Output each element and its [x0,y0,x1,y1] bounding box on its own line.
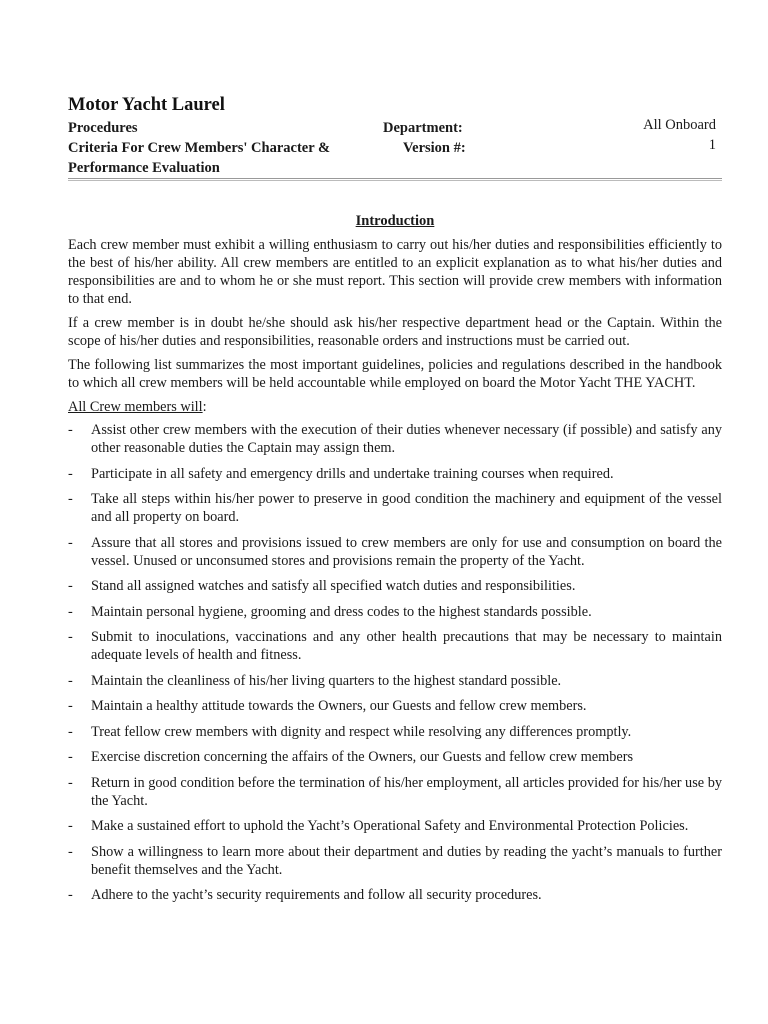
department-value: All Onboard [643,117,716,133]
paragraph: Each crew member must exhibit a willing enthusiasm to carry out his/her duties and responsibilities efficiently to the best of his/her ability. All crew members are entitled to an explicit explanation as to what his/her duties and responsibilities are and to whom he or she must report. This section will provide crew members with information to that end. [68,237,722,307]
bullet-dash: - [68,534,73,551]
department-label: Department: [383,120,463,136]
bullet-dash: - [68,422,73,438]
list-item [68,603,722,621]
criteria-title-cont: Performance Evaluation [68,160,220,176]
list-item [68,774,722,810]
list-item [68,723,722,741]
header-divider [68,178,722,181]
bullet-dash: - [68,491,73,507]
list-item-text: Treat fellow crew members with dignity and respect while resolving any differences promptly. [91,723,632,740]
bullet-dash: - [68,578,73,594]
document-page [68,94,722,912]
bullet-dash: - [68,698,73,714]
list-item [68,843,722,879]
list-item [68,421,722,457]
list-item-text: Adhere to the yacht’s security requirements and follow all security procedures. [91,887,542,903]
list-item-text: Maintain a healthy attitude towards the Owners, our Guests and fellow crew members. [91,698,587,714]
bullet-dash: - [68,887,73,903]
list-item-text: Submit to inoculations, vaccinations and any other health precautions that may be necessary to maintain adequate levels of health and fitness. [91,629,722,663]
header-labels [383,118,466,158]
list-item-text: Return in good condition before the termination of his/her employment, all articles provided for his/her use by the Yacht. [91,774,722,809]
list-item-text: Maintain the cleanliness of his/her living quarters to the highest standard possible. [91,672,562,689]
bullet-dash: - [68,465,73,482]
list-item [68,672,722,690]
list-item-text: Take all steps within his/her power to preserve in good condition the machinery and equipment of the vessel and all property on board. [91,491,722,525]
header-values [643,115,716,155]
section-label: Procedures [68,120,138,136]
bullet-dash: - [68,818,73,834]
list-heading-line [68,398,722,416]
list-item [68,817,722,835]
list-item-text: Assist other crew members with the execution of their duties whenever necessary (if possible) and satisfy any other reasonable duties the Captain may assign them. [91,422,722,456]
list-heading: All Crew members will [68,399,203,415]
introduction-heading: Introduction [355,213,435,229]
duties-list [68,421,722,904]
bullet-dash: - [68,629,73,645]
bullet-dash: - [68,723,73,740]
version-label: Version #: [403,140,466,156]
list-heading-colon: : [202,399,207,415]
list-item [68,465,722,483]
list-item [68,748,722,766]
list-item [68,628,722,664]
list-item-text: Participate in all safety and emergency drills and undertake training courses when required. [91,465,614,482]
list-item [68,490,722,526]
document-header [68,118,722,176]
version-value: 1 [708,137,716,153]
yacht-name-title: Motor Yacht Laurel [68,95,225,115]
bullet-dash: - [68,672,73,689]
bullet-dash: - [68,749,73,765]
paragraph: If a crew member is in doubt he/she should ask his/her respective department head or the Captain. Within the scope of his/her duties and responsibilities, reasonable orders and instructions must be carried out. [68,315,722,349]
criteria-title: Criteria For Crew Members' Character & [68,140,331,156]
header-left-block [68,118,378,178]
bullet-dash: - [68,603,73,620]
list-item [68,534,722,570]
list-item-text: Maintain personal hygiene, grooming and dress codes to the highest standards possible. [91,603,592,620]
list-item [68,697,722,715]
bullet-dash: - [68,843,73,860]
paragraph: The following list summarizes the most important guidelines, policies and regulations described in the handbook to which all crew members will be held accountable while employed on board the Motor Yacht THE YACHT. [68,357,722,391]
list-item [68,577,722,595]
list-item-text: Assure that all stores and provisions issued to crew members are only for use and consumption on board the vessel. Unused or unconsumed stores and provisions remain the property of the Yacht. [91,534,722,569]
list-item-text: Show a willingness to learn more about their department and duties by reading the yacht’s manuals to further benefit themselves and the Yacht. [91,843,722,878]
list-item-text: Make a sustained effort to uphold the Yacht’s Operational Safety and Environmental Protection Policies. [91,818,689,834]
list-item [68,886,722,904]
list-item-text: Stand all assigned watches and satisfy all specified watch duties and responsibilities. [91,578,576,594]
bullet-dash: - [68,774,73,791]
list-item-text: Exercise discretion concerning the affairs of the Owners, our Guests and fellow crew members [91,749,634,765]
